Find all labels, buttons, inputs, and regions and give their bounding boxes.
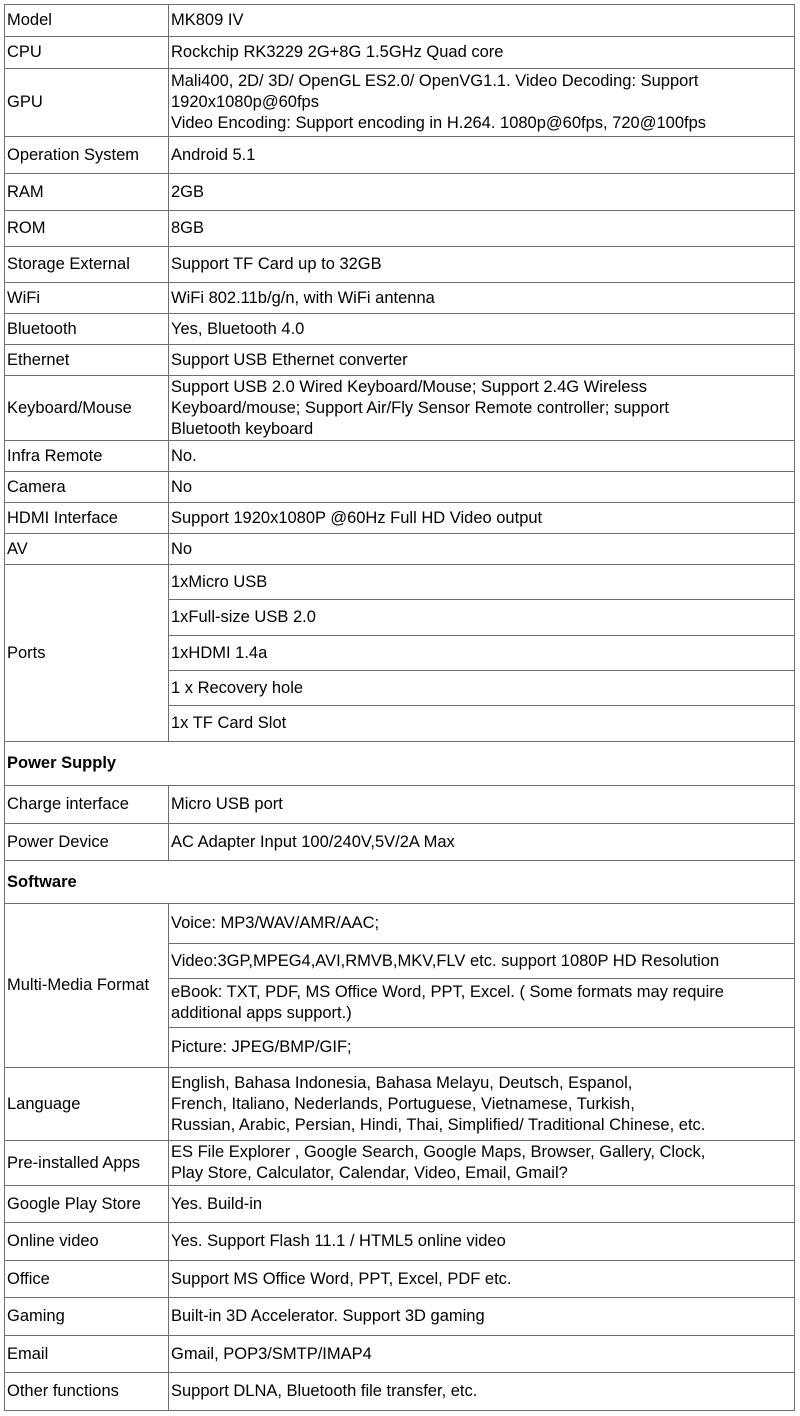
value-line: Built-in 3D Accelerator. Support 3D gaming <box>171 1307 485 1325</box>
spec-value <box>169 345 795 376</box>
spec-row <box>5 786 795 824</box>
spec-row <box>5 314 795 345</box>
value-line: Gmail, POP3/SMTP/IMAP4 <box>171 1344 372 1363</box>
value-line: Support DLNA, Bluetooth file transfer, etc. <box>171 1382 478 1400</box>
value-line: Picture: JPEG/BMP/GIF; <box>171 1038 352 1056</box>
spec-value <box>169 503 795 534</box>
value-line: MK809 IV <box>171 11 244 29</box>
spec-value <box>169 472 795 503</box>
value-line: 2GB <box>171 182 205 201</box>
value-line: No <box>171 477 193 496</box>
value-line: French, Italiano, Nederlands, Portuguese, Vietnamese, Turkish, <box>171 1094 635 1113</box>
value-line: Micro USB port <box>171 795 283 813</box>
spec-value <box>169 211 795 247</box>
spec-label: Ethernet <box>5 345 169 376</box>
spec-row <box>5 1223 795 1261</box>
multimedia-item <box>169 1028 795 1068</box>
spec-row <box>5 345 795 376</box>
value-line: Voice: MP3/WAV/AMR/AAC; <box>171 914 380 932</box>
spec-label: WiFi <box>5 283 169 314</box>
spec-label: HDMI Interface <box>5 503 169 534</box>
spec-row <box>5 441 795 472</box>
spec-value <box>169 137 795 174</box>
spec-label: Pre-installed Apps <box>5 1141 169 1186</box>
spec-row <box>5 1068 795 1141</box>
spec-label: Infra Remote <box>5 441 169 472</box>
value-line: Yes. Build-in <box>171 1194 263 1213</box>
value-line: No. <box>171 446 197 465</box>
value-line: Rockchip RK3229 2G+8G 1.5GHz Quad core <box>171 43 504 61</box>
value-line: WiFi 802.11b/g/n, with WiFi antenna <box>171 288 435 307</box>
value-line: Keyboard/mouse; Support Air/Fly Sensor Remote controller; support <box>171 398 669 417</box>
spec-row <box>5 824 795 861</box>
spec-value <box>169 314 795 345</box>
spec-value <box>169 174 795 211</box>
spec-label: Online video <box>5 1223 169 1261</box>
spec-value <box>169 37 795 69</box>
spec-value <box>169 247 795 283</box>
value-line: No <box>171 539 193 558</box>
port-item: 1x TF Card Slot <box>169 706 795 742</box>
spec-label: Other functions <box>5 1373 169 1411</box>
value-line: Support TF Card up to 32GB <box>171 255 382 273</box>
spec-label: Google Play Store <box>5 1186 169 1223</box>
spec-value <box>169 1068 795 1141</box>
spec-label: Office <box>5 1261 169 1298</box>
port-item: 1xMicro USB <box>169 565 795 600</box>
spec-value <box>169 1298 795 1336</box>
spec-row <box>5 5 795 37</box>
spec-label: RAM <box>5 174 169 211</box>
spec-value <box>169 1373 795 1411</box>
port-item: 1xHDMI 1.4a <box>169 636 795 671</box>
spec-label-multimedia: Multi-Media Format <box>5 904 169 1068</box>
spec-value <box>169 69 795 137</box>
spec-label: Power Device <box>5 824 169 861</box>
spec-value <box>169 534 795 565</box>
spec-row <box>5 1186 795 1223</box>
value-line: Yes, Bluetooth 4.0 <box>171 319 305 338</box>
spec-row <box>5 534 795 565</box>
value-line: Bluetooth keyboard <box>171 419 314 438</box>
spec-label: Gaming <box>5 1298 169 1336</box>
spec-row <box>5 472 795 503</box>
ports-row <box>5 565 795 600</box>
spec-row <box>5 1298 795 1336</box>
spec-label: CPU <box>5 37 169 69</box>
value-line: 8GB <box>171 219 205 237</box>
value-line: Android 5.1 <box>171 145 256 164</box>
multimedia-item <box>169 944 795 979</box>
spec-row <box>5 1336 795 1373</box>
spec-label: Bluetooth <box>5 314 169 345</box>
spec-row <box>5 283 795 314</box>
value-line: Yes. Support Flash 11.1 / HTML5 online video <box>171 1232 506 1250</box>
value-line: Video:3GP,MPEG4,AVI,RMVB,MKV,FLV etc. support 1080P HD Resolution <box>171 951 720 970</box>
value-line: English, Bahasa Indonesia, Bahasa Melayu, Deutsch, Espanol, <box>171 1073 633 1092</box>
multimedia-item <box>169 979 795 1028</box>
value-line: Support 1920x1080P @60Hz Full HD Video output <box>171 508 543 527</box>
spec-row <box>5 137 795 174</box>
value-line: Support USB Ethernet converter <box>171 350 408 369</box>
value-line: Play Store, Calculator, Calendar, Video, Email, Gmail? <box>171 1164 568 1182</box>
value-line: Mali400, 2D/ 3D/ OpenGL ES2.0/ OpenVG1.1. Video Decoding: Support <box>171 72 699 90</box>
spec-value <box>169 824 795 861</box>
spec-row <box>5 69 795 137</box>
value-line: 1920x1080p@60fps <box>171 93 319 111</box>
spec-value <box>169 1336 795 1373</box>
spec-label: Charge interface <box>5 786 169 824</box>
spec-label: Language <box>5 1068 169 1141</box>
spec-row <box>5 247 795 283</box>
spec-row <box>5 37 795 69</box>
spec-label: Storage External <box>5 247 169 283</box>
power-supply-heading <box>5 742 795 786</box>
spec-row <box>5 376 795 441</box>
spec-row <box>5 1141 795 1186</box>
software-heading <box>5 861 795 904</box>
spec-label: Keyboard/Mouse <box>5 376 169 441</box>
section-title: Software <box>5 861 795 904</box>
spec-table <box>4 4 795 1411</box>
spec-row <box>5 211 795 247</box>
spec-label: AV <box>5 534 169 565</box>
spec-value <box>169 786 795 824</box>
spec-row <box>5 1373 795 1411</box>
spec-value <box>169 283 795 314</box>
spec-value <box>169 1261 795 1298</box>
value-line: Support MS Office Word, PPT, Excel, PDF etc. <box>171 1269 512 1288</box>
port-item: 1 x Recovery hole <box>169 671 795 706</box>
spec-row <box>5 503 795 534</box>
spec-label: ROM <box>5 211 169 247</box>
spec-value <box>169 1223 795 1261</box>
value-line: eBook: TXT, PDF, MS Office Word, PPT, Excel. ( Some formats may require <box>171 983 724 1001</box>
spec-label: Model <box>5 5 169 37</box>
multimedia-row <box>5 904 795 944</box>
multimedia-item <box>169 904 795 944</box>
value-line: additional apps support.) <box>171 1004 352 1022</box>
spec-value <box>169 1141 795 1186</box>
value-line: Support USB 2.0 Wired Keyboard/Mouse; Support 2.4G Wireless <box>171 377 647 396</box>
value-line: AC Adapter Input 100/240V,5V/2A Max <box>171 832 455 851</box>
section-title: Power Supply <box>5 742 795 786</box>
value-line: Video Encoding: Support encoding in H.264. 1080p@60fps, 720@100fps <box>171 114 707 132</box>
spec-row <box>5 1261 795 1298</box>
spec-label-ports: Ports <box>5 565 169 742</box>
spec-value <box>169 1186 795 1223</box>
spec-value <box>169 441 795 472</box>
spec-label: Camera <box>5 472 169 503</box>
value-line: ES File Explorer , Google Search, Google Maps, Browser, Gallery, Clock, <box>171 1143 706 1161</box>
spec-label: Operation System <box>5 137 169 174</box>
spec-row <box>5 174 795 211</box>
spec-label: Email <box>5 1336 169 1373</box>
port-item: 1xFull-size USB 2.0 <box>169 600 795 636</box>
spec-value <box>169 5 795 37</box>
value-line: Russian, Arabic, Persian, Hindi, Thai, Simplified/ Traditional Chinese, etc. <box>171 1115 706 1134</box>
spec-label: GPU <box>5 69 169 137</box>
spec-value <box>169 376 795 441</box>
